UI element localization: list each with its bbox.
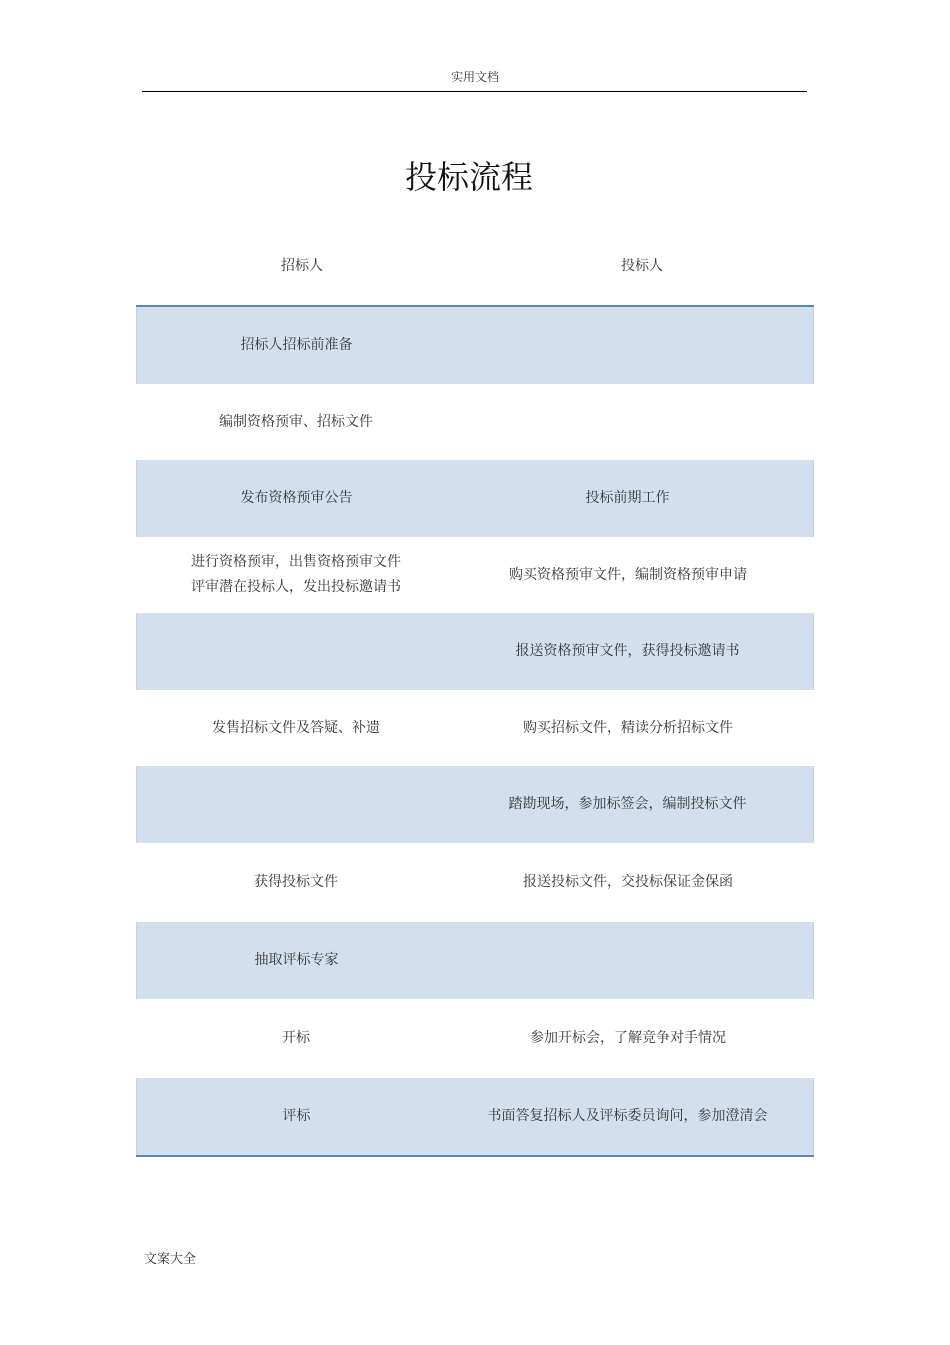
tenderer-step: 进行资格预审，出售资格预审文件 评审潜在投标人，发出投标邀请书 (191, 554, 401, 595)
table-row (136, 766, 814, 843)
tenderer-step: 招标人招标前准备 (240, 337, 353, 353)
table-row (136, 1078, 814, 1155)
table-row (136, 843, 814, 922)
bidder-step: 报送资格预审文件，获得投标邀请书 (515, 643, 740, 659)
bidder-step: 书面答复招标人及评标委员询问，参加澄清会 (487, 1108, 768, 1124)
page-footer: 文案大全 (144, 1252, 197, 1267)
table-row (136, 307, 814, 384)
column-headers (136, 255, 814, 279)
bidder-step: 投标前期工作 (585, 490, 670, 506)
table-row (136, 613, 814, 690)
bidder-step: 报送投标文件，交投标保证金保函 (523, 874, 733, 890)
table-row (136, 922, 814, 999)
tenderer-step: 开标 (282, 1030, 310, 1046)
table-row (136, 384, 814, 460)
column-header-tenderer: 招标人 (281, 258, 323, 274)
tenderer-step: 获得投标文件 (254, 874, 338, 890)
document-title: 投标流程 (404, 158, 533, 196)
header-rule (142, 91, 807, 92)
tenderer-step: 发售招标文件及答疑、补遗 (212, 719, 380, 736)
table-row (136, 460, 814, 537)
page-header: 实用文档 (450, 70, 499, 84)
bidder-step: 踏勘现场，参加标签会，编制投标文件 (508, 796, 747, 812)
bidder-step: 购买招标文件，精读分析招标文件 (523, 719, 733, 736)
table-row (136, 537, 814, 613)
tenderer-step: 编制资格预审、招标文件 (219, 413, 373, 430)
bidder-step: 参加开标会，了解竞争对手情况 (530, 1030, 726, 1046)
table-row (136, 999, 814, 1078)
process-table (136, 305, 814, 1157)
tenderer-step: 评标 (282, 1108, 311, 1124)
tenderer-step: 发布资格预审公告 (240, 490, 353, 506)
table-row (136, 690, 814, 766)
tenderer-step: 抽取评标专家 (254, 952, 339, 968)
column-header-bidder: 投标人 (621, 258, 663, 274)
bidder-step: 购买资格预审文件，编制资格预审申请 (509, 566, 747, 583)
